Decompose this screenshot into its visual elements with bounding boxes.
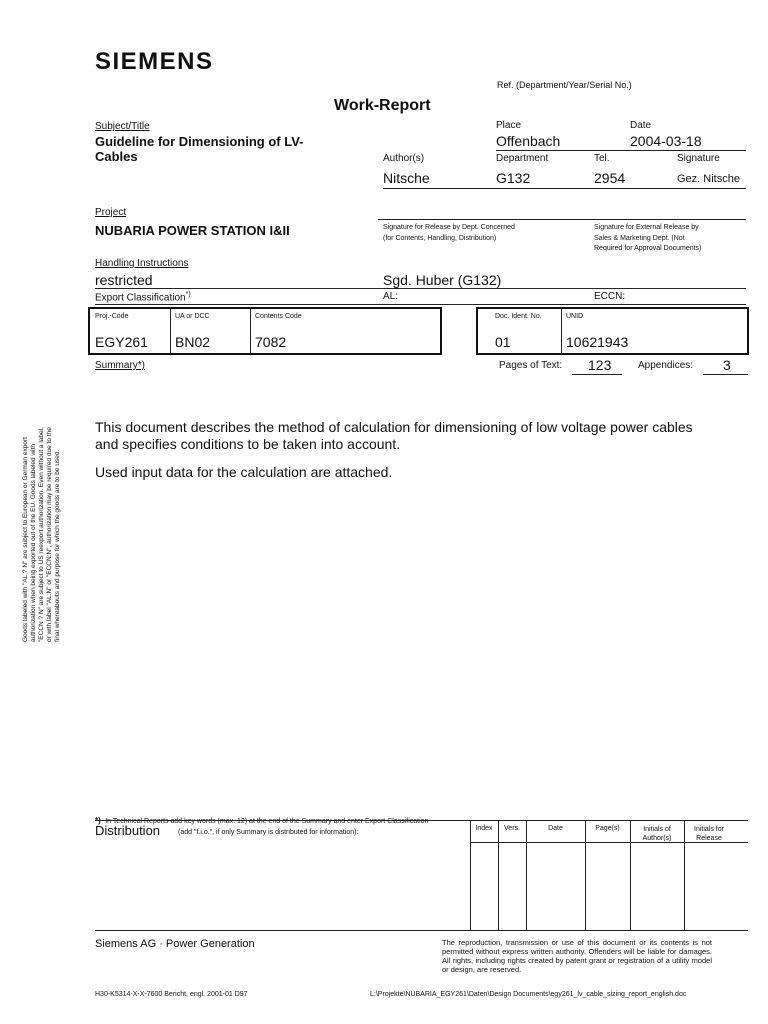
export-label-text: Export Classification [95,292,186,304]
body-paragraph-2: Used input data for the calculation are attached. [95,464,393,480]
body-paragraph-1: This document describes the method of calculation for dimensioning of low voltage power cables and specifies conditions to be taken into account. [95,419,693,452]
handling-label: Handling Instructions [95,258,189,269]
pages-label: Pages of Text: [499,360,563,371]
export-al: AL: [383,291,399,302]
dist-col-author-initials: Initials of Author(s) [642,826,672,842]
codes-right-edge [476,307,478,355]
ref-label: Ref. (Department/Year/Serial No.) [497,80,632,90]
project-label: Project [95,207,127,218]
codes-right-top [476,307,748,309]
doc-type-title: Work-Report [334,97,431,114]
dist-col-vers: Vers. [504,825,520,832]
export-underline [95,304,746,305]
place-value: Offenbach [496,133,561,149]
contents-value: 7082 [255,334,287,350]
release-dept-line1: Signature for Release by Dept. Concerned [383,224,515,231]
authors-label: Author(s) [383,153,425,164]
subject-title-line2: Cables [95,149,138,164]
form-id: H30-K5314-X-X-7600 Bericht, engl. 2001-01 D97 [95,991,248,998]
place-label: Place [496,120,522,131]
copyright-notice: The reproduction, transmission or use of this document or its contents is not permitted without express written authority. Offenders will be liable for damages. All rights, including rights created by patent grant or registration of a utility model or design, are reserved. [442,938,712,974]
dist-col-line-3 [526,820,527,930]
dist-col-release-initials: Initials for Release [694,826,724,842]
footnote-underline [95,820,748,821]
ua-value: BN02 [175,334,211,350]
appendices-underline [703,374,748,375]
signature-value: Gez. Nitsche [677,173,740,185]
release-ext-line1: Signature for External Release by [594,224,699,231]
codes-right-right-edge [747,307,749,355]
department-label: Department [496,153,549,164]
signature-label: Signature [677,153,720,164]
subject-label: Subject/Title [95,121,150,132]
export-label [95,291,191,303]
proj-code-value: EGY261 [95,334,148,350]
distribution-bottom-line [95,930,748,931]
unid-value: 10621943 [566,334,629,350]
file-path: L:\Projekte\NUBARIA_EGY261\Daten\Design Documents\egy261_lv_cable_sizing_report_english.doc [370,991,687,998]
handling-underline [95,288,746,289]
proj-code-label: Proj.-Code [95,313,129,320]
codes-right-bottom [476,353,748,355]
release-top-line [378,219,746,220]
handling-value: restricted [95,272,153,288]
codes-left-right-edge [440,307,442,355]
dist-col-line-6 [684,820,685,930]
release-ext-line3: Required for Approval Documents) [594,245,702,252]
pages-underline [572,374,622,375]
codes-divider-1 [170,307,171,353]
siemens-logo: SIEMENS [95,48,214,75]
distribution-label: Distribution [95,823,161,838]
export-eccn: ECCN: [594,291,626,302]
department-value: G132 [496,170,531,186]
authors-value: Nitsche [383,170,430,186]
summary-label: Summary*) [95,360,146,371]
pages-value: 123 [588,357,612,373]
unid-label: UNID [566,313,584,320]
contents-label: Contents Code [255,313,302,320]
distribution-note: (add "f.i.o.", if only Summary is distributed for information): [178,829,359,836]
tel-value: 2954 [594,170,626,186]
codes-left-edge [88,307,90,355]
codes-divider-3 [561,307,562,353]
codes-left-top [88,307,441,309]
release-dept-line2: (for Contents, Handling, Distribution) [383,235,497,242]
dist-col-line-1 [470,820,471,930]
dist-col-date: Date [548,825,563,832]
appendices-label: Appendices: [638,360,694,371]
docident-value: 01 [495,334,511,350]
subject-title-line1: Guideline for Dimensioning of LV- [95,134,304,149]
docident-label: Doc. Ident. No. [495,313,542,320]
dist-col-pages: Page(s) [595,825,620,832]
footnote-mark: *) [95,816,101,825]
dist-col-line-4 [585,820,586,930]
release-ext-line2: Sales & Marketing Dept. (Not [594,235,685,242]
date-label: Date [630,120,652,131]
export-side-note: Goods labeled with "AL ? N" are subject to European or German export authorization when being exported out of the EU. Goods labeled with "ECCN ? N" are subject to US reexport authorization. Even without a label, or with label "AL:N" or "ECCN:N", authorization may be required due to the final whereabouts and purpose for which the goods are to be used. [22,427,61,642]
footnote-text: In Technical Reports add key words (max. 12) at the end of the Summary and enter Export Classification [105,818,429,825]
codes-divider-2 [250,307,251,353]
project-value: NUBARIA POWER STATION I&II [95,223,290,238]
ua-label: UA or DCC [175,313,210,320]
authors-underline [383,188,746,189]
company-name: Siemens AG · Power Generation [95,938,255,950]
tel-label: Tel. [594,153,610,164]
dist-col-line-2 [498,820,499,930]
codes-left-bottom [88,353,441,355]
date-value: 2004-03-18 [630,133,702,149]
dist-col-line-5 [630,820,631,930]
place-date-underline [496,150,746,151]
dist-col-index: Index [475,825,493,832]
handling-signed: Sgd. Huber (G132) [383,272,502,288]
export-sup: *) [185,291,191,298]
appendices-value: 3 [723,357,731,373]
